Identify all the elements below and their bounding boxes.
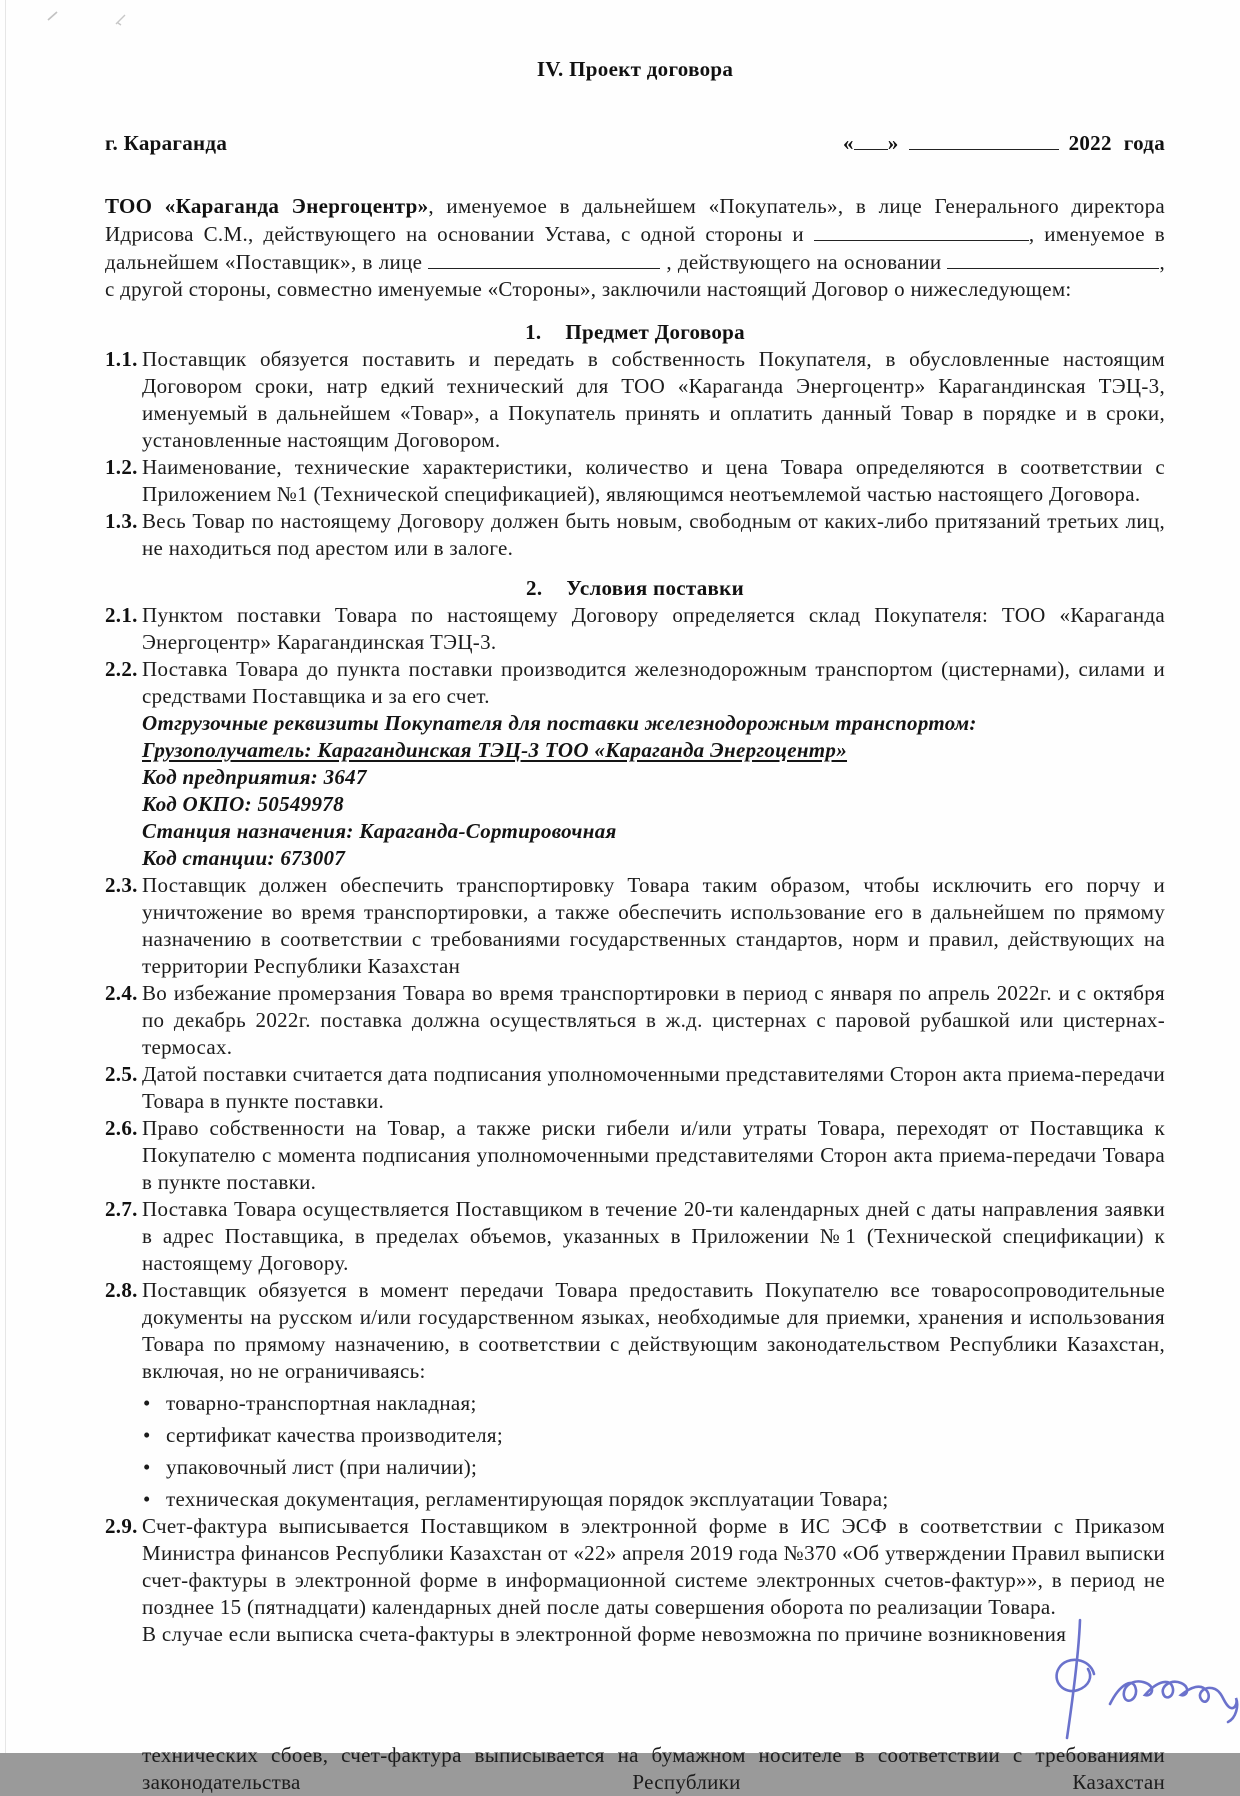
clause-number: 2.2. (105, 656, 138, 681)
list-item-text: упаковочный лист (при наличии); (166, 1454, 478, 1479)
section-1-title: Предмет Договора (565, 319, 745, 344)
section-2-title: Условия поставки (566, 575, 744, 600)
clause-text: Поставка Товара осуществляется Поставщиком в течение 20-ти календарных дней с даты направления заявки в адрес Поставщика, в пределах объемов, указанных в Приложении №1 (Технической спецификации) к настоящему Договору. (142, 1196, 1165, 1275)
clause-2-5 (105, 1061, 1165, 1115)
clause-2-7 (105, 1196, 1165, 1277)
clause-number: 2.9. (105, 1513, 138, 1538)
shipping-documents-list (142, 1390, 1165, 1513)
bullet-icon: • (143, 1422, 151, 1447)
scan-edge-line (5, 0, 6, 1753)
clause-number: 2.5. (105, 1061, 138, 1086)
city-date-row (105, 129, 1165, 157)
section-1-number: 1. (525, 319, 542, 344)
quote-close: » (887, 130, 899, 155)
quote-open: « (842, 130, 854, 155)
preamble-text-d: , с другой стороны, совместно именуемые «Стороны», заключили настоящий Договор о нижеследующем: (105, 249, 1165, 301)
clause-text: Весь Товар по настоящему Договору должен быть новым, свободным от каких-либо притязаний третьих лиц, не находиться под арестом или в залоге. (142, 508, 1165, 560)
preamble-text-c: , действующего на основании (660, 249, 948, 274)
clause-text: Право собственности на Товар, а также риски гибели и/или утраты Товара, переходят от Поставщика к Покупателю с момента подписания уполномоченными представителями Сторон акта приема-передачи Товара в пункте поставки. (142, 1115, 1165, 1194)
supplier-representative-blank-field (428, 248, 660, 269)
clause-2-4 (105, 980, 1165, 1061)
clause-1-3 (105, 508, 1165, 562)
list-item (142, 1486, 1165, 1513)
clause-2-6 (105, 1115, 1165, 1196)
clause-2-2 (105, 656, 1165, 872)
clause-2-3 (105, 872, 1165, 980)
clause-number: 2.1. (105, 602, 138, 627)
list-item (142, 1422, 1165, 1449)
clause-text: Поставщик обязуется поставить и передать в собственность Покупателя, в обусловленные настоящим Договором сроки, натр едкий технический для ТОО «Караганда Энергоцентр» Карагандинская ТЭЦ-3, именуемый в дальнейшем «Товар», а Покупатель принять и оплатить данный Товар в порядке и в сроки, установленные настоящим Договором. (142, 346, 1165, 452)
buyer-company-name: ТОО «Караганда Энергоцентр» (105, 193, 429, 218)
okpo-code-line: Код ОКПО: 50549978 (142, 791, 344, 816)
enterprise-code-line: Код предприятия: 3647 (142, 764, 367, 789)
list-item (142, 1390, 1165, 1417)
list-item-text: техническая документация, регламентирующая порядок эксплуатации Товара; (166, 1486, 889, 1511)
clause-text: Счет-фактура выписывается Поставщиком в электронной форме в ИС ЭСФ в соответствии с Приказом Министра финансов Республики Казахстан от «22» апреля 2019 года №370 «Об утверждении Правил выписки счет-фактуры в электронной форме в информационной системе электронных счетов-фактур»», в период не позднее 15 (пятнадцати) календарных дней после даты совершения оборота по реализации Товара. (142, 1513, 1165, 1619)
document-content (105, 0, 1165, 1648)
handwritten-signature (1010, 1598, 1240, 1753)
city-label: г. Караганда (105, 130, 228, 155)
shipping-requisites-intro: Отгрузочные реквизиты Покупателя для поставки железнодорожным транспортом: (142, 710, 977, 735)
list-item (142, 1454, 1165, 1481)
consignee-line: Грузополучатель: Карагандинская ТЭЦ-3 ТОО «Караганда Энергоцентр» (142, 737, 848, 762)
clause-number: 1.1. (105, 346, 138, 371)
supplier-name-blank-field (814, 220, 1029, 241)
clause-2-9 (105, 1513, 1165, 1648)
clause-1-2 (105, 454, 1165, 508)
bullet-icon: • (143, 1390, 151, 1415)
bullet-icon: • (143, 1486, 151, 1511)
clause-text: Датой поставки считается дата подписания уполномоченными представителями Сторон акта приема-передачи Товара в пункте поставки. (142, 1061, 1165, 1113)
section-2-heading (105, 575, 1165, 602)
bullet-icon: • (143, 1454, 151, 1479)
preamble-paragraph (105, 193, 1165, 303)
clause-number: 2.8. (105, 1277, 138, 1302)
clause-continuation-text: В случае если выписка счета-фактуры в электронной форме невозможна по причине возникновения (142, 1621, 1067, 1646)
preamble-text-b: , именуемое в дальнейшем «Поставщик», в лице (105, 221, 1165, 274)
station-code-line: Код станции: 673007 (142, 845, 346, 870)
clause-number: 1.2. (105, 454, 138, 479)
clause-text: Поставка Товара до пункта поставки производится железнодорожным транспортом (цистернами), силами и средствами Поставщика и за его счет. (142, 656, 1165, 708)
clause-1-1 (105, 346, 1165, 454)
destination-station-line: Станция назначения: Караганда-Сортировочная (142, 818, 617, 843)
year-label: 2022 (1068, 130, 1112, 155)
clause-number: 2.3. (105, 872, 138, 897)
section-1-heading (105, 319, 1165, 346)
clause-number: 2.4. (105, 980, 138, 1005)
supplier-basis-blank-field (947, 248, 1159, 269)
clipped-bottom-line: технических сбоев, счет-фактура выписывается на бумажном носителе в соответствии с требованиями законодательства Республики Казахстан (142, 1743, 1165, 1794)
clause-text: Пунктом поставки Товара по настоящему Договору определяется склад Покупателя: ТОО «Караганда Энергоцентр» Карагандинская ТЭЦ-3. (142, 602, 1165, 654)
section-2-number: 2. (526, 575, 543, 600)
clause-2-1 (105, 602, 1165, 656)
clause-text: Поставщик обязуется в момент передачи Товара предоставить Покупателю все товаросопроводительные документы на русском и/или государственном языках, необходимые для приемки, хранения и использования Товара по прямому назначению, в соответствии с действующим законодательством Республики Казахстан, включая, но не ограничиваясь: (142, 1277, 1165, 1383)
month-blank-field (909, 129, 1059, 150)
date-placeholder (843, 129, 1165, 157)
clause-number: 2.7. (105, 1196, 138, 1221)
clause-text: Во избежание промерзания Товара во время транспортировки в период с января по апрель 2022г. и с октября по декабрь 2022г. поставка должна осуществляться в ж.д. цистернах с паровой рубашкой или цистернах-термосах. (142, 980, 1165, 1059)
clause-number: 2.6. (105, 1115, 138, 1140)
day-blank-field (854, 129, 888, 150)
clause-number: 1.3. (105, 508, 138, 533)
list-item-text: сертификат качества производителя; (166, 1422, 503, 1447)
list-item-text: товарно-транспортная накладная; (166, 1390, 477, 1415)
year-suffix: года (1123, 130, 1165, 155)
clause-text: Наименование, технические характеристики, количество и цена Товара определяются в соответствии с Приложением №1 (Технической спецификацией), являющимся неотъемлемой частью настоящего Договора. (142, 454, 1165, 506)
preamble-text-a: , именуемое в дальнейшем «Покупатель», в лице Генерального директора Идрисова С.М., действующего на основании Устава, с одной стороны и (105, 193, 1166, 246)
clause-text: Поставщик должен обеспечить транспортировку Товара таким образом, чтобы исключить его порчу и уничтожение во время транспортировки, а также обеспечить использование его в дальнейшем по прямому назначению в соответствии с требованиями государственных стандартов, норм и правил, действующих на территории Республики Казахстан (142, 872, 1165, 978)
clause-2-8 (105, 1277, 1165, 1513)
page-title: IV. Проект договора (536, 57, 734, 81)
